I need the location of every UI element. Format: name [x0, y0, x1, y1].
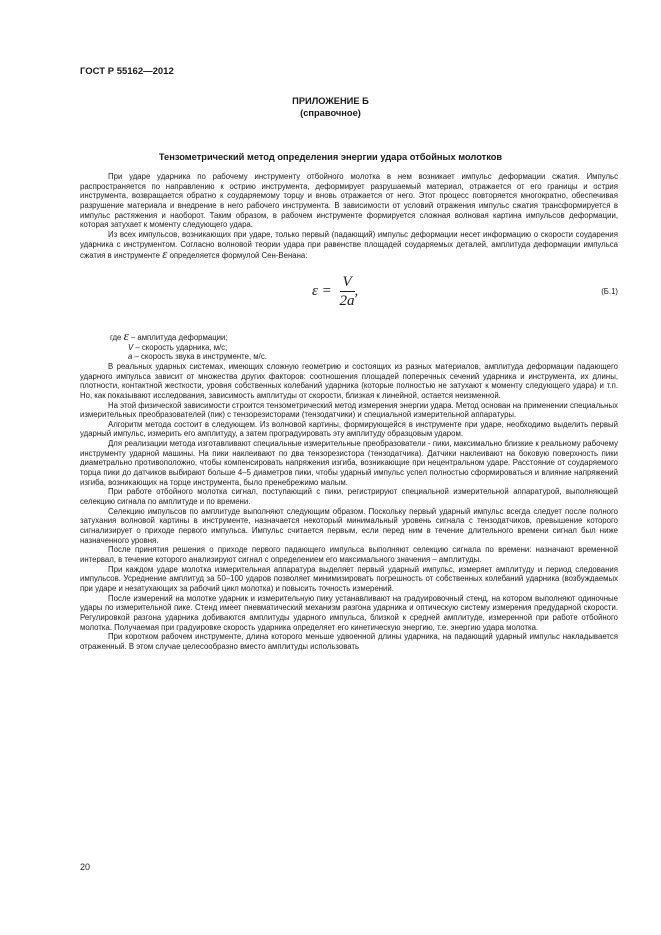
paragraph: При каждом ударе молотка измерительная аппаратура выделяет первый ударный импульс, измеряет амплитуду и период следования импульсов. Усреднение амплитуд за 50–100 ударов позволяет минимизировать погрешность от собственных колебаний ударника (возбуждаемых при ударе и незатухающих за рабочий цикл молотка) и повысить точность измерений. — [80, 564, 618, 593]
v-symbol: V — [128, 342, 134, 352]
paragraph: На этой физической зависимости строится тензометрический метод измерения энергии удара. Метод основан на применении специальных измерительных преобразователей (пик) с тензорезисторами (тензодатчики) и специальной измерительной аппаратуры. — [80, 400, 618, 420]
section-title: Тензометрический метод определения энергии удара отбойных молотков — [158, 152, 503, 162]
paragraph: Алгоритм метода состоит в следующем. Из волновой картины, формирующейся в инструменте при ударе, необходимо выделить первый ударный импульс, измерить его амплитуду, а затем проградуировать эту амплитуду образцовым ударом. — [80, 419, 618, 439]
formula-tail: , — [354, 282, 359, 299]
formula-legend — [80, 327, 618, 362]
paragraph: Селекцию импульсов по амплитуде выполняют следующим образом. Поскольку первый ударный импульс всегда следует после полного затухания волновой картины в инструменте, назначается некоторый минимальный уровень сигнала с тензодатчиков, превышение которого сигнализирует о приходе первого импульса. Импульс считается первым, если перед ним в течение длительного времени сигнал был ниже назначенного уровня. — [80, 506, 618, 545]
legend-lead: где — [110, 332, 122, 342]
paragraph: После измерений на молотке ударник и измерительную пику устанавливают на градуировочный стенд, на котором выполняют одиночные удары по измерительной пике. Стенд имеет пневматический механизм разгона ударника и оптическую систему измерения предударной скорости. Регулировкой разгона ударника добиваются амплитуды ударного импульса, близкой к средней амплитуде, измеренной при работе отбойного молотка. Получаемая при градуировке скорость ударника определяет его кинетическую энергию, т.е. энергию удара молотка. — [80, 593, 618, 632]
body-text — [80, 172, 618, 652]
legend-epsilon — [110, 327, 618, 343]
formula-b1 — [80, 265, 618, 325]
paragraph: При коротком рабочем инструменте, длина которого меньше удвоенной длины ударника, на падающий ударный импульс накладывается отраженный. В этом случае целесообразно вместо амплитуды использовать — [80, 632, 618, 651]
appendix-subtitle: (справочное) — [300, 108, 361, 118]
formula-numerator: V — [340, 273, 355, 292]
legend-a-def: – скорость звука в инструменте, м/с. — [134, 352, 267, 362]
formula-number: (Б.1) — [601, 286, 618, 296]
epsilon-symbol: ε — [162, 246, 168, 262]
formula-lhs: ε = — [312, 282, 332, 299]
paragraph: В реальных ударных системах, имеющих сложную геометрию и состоящих из разных материалов, амплитуда деформации падающего ударного импульса зависит от множества других факторов: соотношения площадей поперечных сечений ударника и инструмента, их длины, плотности, контактной жесткости, уровня собственных колебаний ударника (которые полностью не затухают к моменту следующего удара) и т.п. Но, как показывают исследования, зависимость амплитуды от скорости, близкая к линейной, остается неизменной. — [80, 361, 618, 400]
formula-fraction — [340, 273, 355, 310]
paragraph: Для реализации метода изготавливают специальные измерительные преобразователи - пики, максимально близкие к реальному рабочему инструменту ударной машины. На пики наклеивают по два тензорезистора (тензодатчика). Датчики наклеивают на боковую поверхность пики диаметрально противоположно, чтобы компенсировать напряжения изгиба, возникающие при нецентральном ударе. Расстояние от соударяемого торца пики до датчиков выбирают больше 4–5 диаметров пики, чтобы ударный импульс успел полностью сформироваться и влияние напряжений изгиба, возникающих на торце инструмента, было пренебрежимо малым. — [80, 439, 618, 487]
paragraph: После принятия решения о приходе первого падающего импульса выполняют селекцию сигнала по времени: назначают временной интервал, в течение которого анализируют сигнал с определением его максимального значения – амплитуды. — [80, 545, 618, 564]
paragraph: При работе отбойного молотка сигнал, поступающий с пики, регистрируют специальной измерительной аппаратурой, выполняющей селекцию сигнала по амплитуде и по времени. — [80, 487, 618, 507]
paragraph-part: Из всех импульсов, возникающих при ударе, только первый (падающий) импульс деформации несет информацию о скорости соударения ударника с инструментом. Согласно волновой теории удара при равенстве площадей соударяемых деталей, амплитуда деформации импульса сжатия в инструменте — [80, 229, 618, 261]
page-number: 20 — [80, 862, 91, 872]
standard-header: ГОСТ Р 55162—2012 — [80, 66, 174, 77]
paragraph: При ударе ударника по рабочему инструменту отбойного молотка в нем возникает импульс деформации сжатия. Импульс распространяется по направлению к острию инструмента, деформирует разрушаемый материал, отражается от его границы и острия инструмента, возвращается обратно к соударяемому торцу и вновь отражается от него. Этот процесс повторяется многократно, обеспечивая разрушение материала и внедрение в него рабочего инструмента. В зависимости от условий отражения импульс сжатия трансформируется в импульс растяжения и наоборот. Таким образом, в рабочем инструменте формируется сложная волновая картина импульсов деформации, которая затухает к моменту следующего удара. — [80, 172, 618, 230]
formula-expression — [312, 273, 358, 310]
appendix-title: ПРИЛОЖЕНИЕ Б — [292, 96, 369, 106]
paragraph-part: определяется формулой Сен-Венана: — [169, 251, 308, 261]
epsilon-symbol: ε — [123, 327, 129, 343]
legend-a — [110, 352, 618, 362]
legend-v-def: – скорость ударника, м/с; — [135, 342, 228, 352]
legend-v — [110, 343, 618, 353]
legend-epsilon-def: – амплитуда деформации; — [130, 332, 228, 342]
formula-denominator: 2a — [339, 292, 355, 309]
paragraph — [80, 230, 618, 261]
a-symbol: a — [128, 352, 133, 362]
